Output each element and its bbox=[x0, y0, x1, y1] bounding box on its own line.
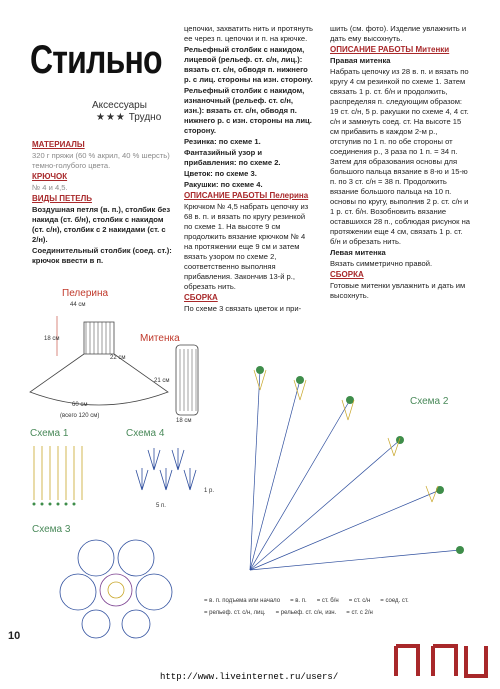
paragraph: Резинка: по схеме 1. bbox=[184, 137, 261, 146]
schema4-label: Схема 4 bbox=[126, 428, 165, 439]
schema1-label: Схема 1 bbox=[30, 428, 69, 439]
work-heading-mittens: ОПИСАНИЕ РАБОТЫ Митенки bbox=[330, 45, 450, 54]
legend-item: = соед. ст. bbox=[380, 598, 409, 604]
schema3-label: Схема 3 bbox=[32, 524, 71, 535]
schema1-diagram bbox=[28, 440, 98, 510]
assembly-heading: СБОРКА bbox=[184, 293, 218, 302]
legend-item: = в. п. подъема или начало bbox=[204, 598, 281, 604]
mitten-label: Митенка bbox=[140, 333, 180, 344]
legend-item: = в. п. bbox=[290, 598, 307, 604]
page-title: Стильно bbox=[30, 38, 162, 82]
subheading: Левая митенка bbox=[330, 248, 386, 257]
stitch-item: Воздушная петля (в. п.), столбик без накида (ст. б/н), столбик с накидом (ст. с/н), столбик с 2 накидами (ст. с 2/н). bbox=[32, 205, 171, 244]
hook-heading: КРЮЧОК bbox=[32, 172, 68, 181]
paragraph: Цветок: по схеме 3. bbox=[184, 169, 257, 178]
instructions-column bbox=[184, 24, 314, 315]
paragraph: Вязать симметрично правой. bbox=[330, 259, 433, 268]
materials-text: 320 г пряжи (60 % акрил, 40 % шерсть) темно-голубого цвета. bbox=[32, 151, 170, 170]
legend-item: = рельеф. ст. с/н, изн. bbox=[275, 610, 337, 616]
dim-18-mitten: 18 см bbox=[176, 418, 192, 424]
stitch-item: Соединительный столбик (соед. ст.): крючок ввести в п. bbox=[32, 246, 172, 265]
mitten-schematic bbox=[172, 345, 212, 425]
paragraph: шить (см. фото). Изделие увлажнить и дать ему высохнуть. bbox=[330, 24, 467, 43]
paragraph: Крючком № 4,5 набрать цепочку из 68 в. п. и вязать по кругу резинкой по схеме 1. На высоте 9 см продолжить вязание крючком № 4 на протяжении еще 9 см и затем вязать узором по схеме 2, соответственно выполняя прибавления. Закончив 13-й р., обрезать нить. bbox=[184, 202, 309, 291]
cape-label: Пелерина bbox=[62, 288, 109, 299]
legend-item: = ст. с/н bbox=[348, 598, 371, 604]
paragraph: Набрать цепочку из 28 в. п. и вязать по кругу 4 см резинкой по схеме 1. Затем связать 1 р. ст. б/н и продолжить, распределяя п. следующим образом: 19 ст. с/н, 5 р. ракушки по схеме 4, 4 ст. с/н и замкнуть соед. ст. На высоте 15 см прибавить в каждом 2-м р., отступив по 1 п. по обе стороны от соединения р., 3 раза по 1 п. = 34 п. Затем для образования основы для большого пальца вязание в 8-ю и 15-ю п. по 3 ст. с/н = 38 п. Продолжить вязание большого пальца на 10 п. основы по кругу, выполнив 2 р. ст. с/н и 1 р. ст. б/н. Возобновить вязание оставшихся 28 п., соблюдая рисунок на протяжении еще 4 см, связать 1 р. ст. б/н и обрезать нить. bbox=[330, 67, 471, 246]
mittens-column bbox=[330, 24, 470, 302]
subheading: Правая митенка bbox=[330, 56, 391, 65]
symbol-legend bbox=[204, 598, 486, 622]
legend-item: = рельеф. ст. с/н, лиц. bbox=[204, 610, 266, 616]
watermark-logo bbox=[378, 636, 498, 686]
dim-18: 18 см bbox=[44, 336, 60, 342]
legend-item: = ст. с 2/н bbox=[346, 610, 373, 616]
schema2-label: Схема 2 bbox=[410, 396, 449, 407]
paragraph: Готовые митенки увлажнить и дать им высохнуть. bbox=[330, 281, 466, 300]
dim-5: 5 п. bbox=[156, 503, 166, 509]
materials-column bbox=[32, 140, 172, 267]
paragraph: Рельефный столбик с накидом, изнаночный (рельеф. ст. с/н, изн.): вязать ст. с/н, обводя п. нижнего р. с изн. стороны на лиц. сторону. bbox=[184, 86, 312, 135]
paragraph: По схеме 3 связать цветок и при- bbox=[184, 304, 302, 313]
row-1: 1 р. bbox=[204, 488, 215, 494]
materials-heading: МАТЕРИАЛЫ bbox=[32, 140, 85, 149]
legend-item: = ст. б/н bbox=[316, 598, 339, 604]
dim-44: 44 см bbox=[70, 302, 86, 308]
assembly-heading: СБОРКА bbox=[330, 270, 364, 279]
paragraph: Рельефный столбик с накидом, лицевой (рельеф. ст. с/н, лиц.): вязать ст. с/н, обводя п. нижнего р. с лиц. стороны на изн. сторону. bbox=[184, 45, 313, 84]
stitches-heading: ВИДЫ ПЕТЕЛЬ bbox=[32, 194, 92, 203]
paragraph: Фантазийный узор и прибавления: по схеме 2. bbox=[184, 148, 281, 167]
difficulty bbox=[96, 112, 161, 123]
category-label: Аксессуары bbox=[92, 100, 147, 111]
work-heading-cape: ОПИСАНИЕ РАБОТЫ Пелерина bbox=[184, 191, 309, 200]
paragraph: Ракушки: по схеме 4. bbox=[184, 180, 263, 189]
page-number: 10 bbox=[8, 630, 21, 642]
paragraph: цепочки, захватить нить и протянуть ее через п. цепочки и п. на крючке. bbox=[184, 24, 313, 43]
schema4-diagram bbox=[132, 440, 202, 500]
dim-22: 22 см bbox=[110, 355, 126, 361]
schema2-diagram bbox=[220, 350, 470, 590]
dim-120: (всего 120 см) bbox=[60, 413, 100, 419]
schema3-diagram bbox=[56, 530, 176, 640]
source-url[interactable]: http://www.liveinternet.ru/users/ bbox=[160, 672, 339, 682]
dim-21: 21 см bbox=[154, 378, 170, 384]
dim-60: 60 см bbox=[72, 402, 88, 408]
difficulty-label: Трудно bbox=[128, 112, 162, 123]
difficulty-stars: ★★★ bbox=[96, 112, 126, 123]
hook-text: № 4 и 4,5. bbox=[32, 183, 68, 192]
